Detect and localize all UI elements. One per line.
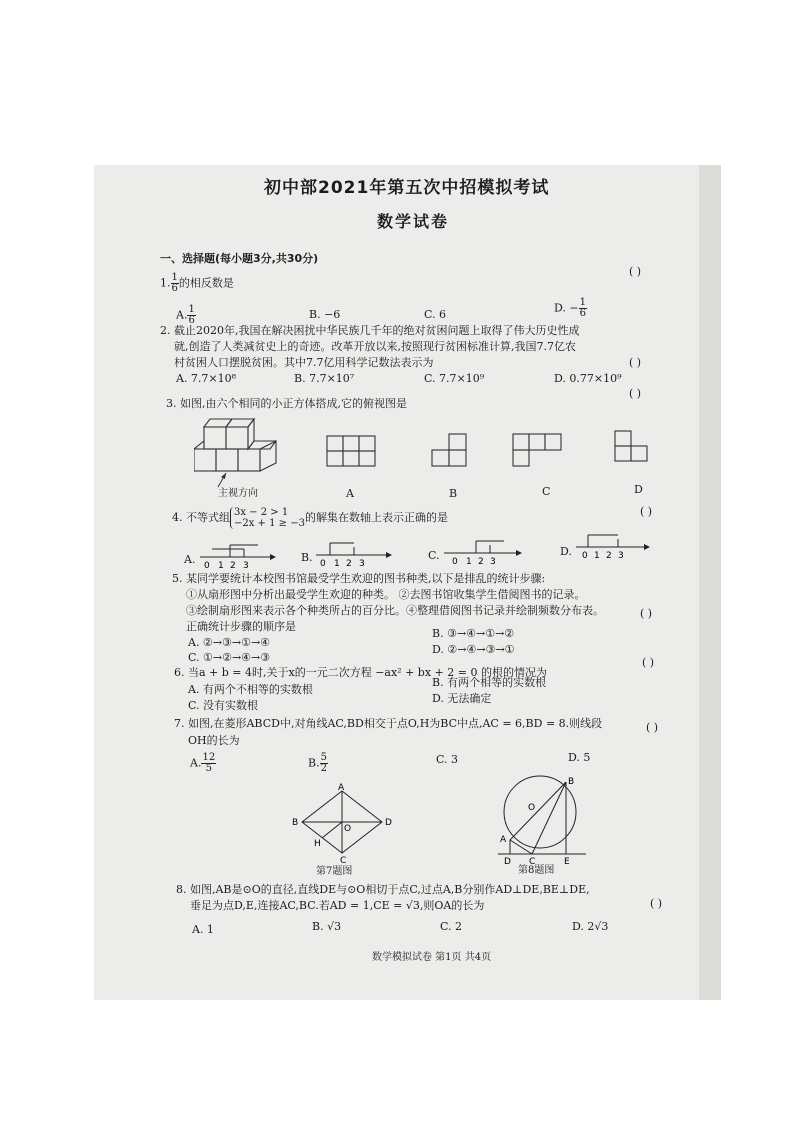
q8-option-d[interactable]: D. 2√3 [572,920,609,933]
q3-label-a: A [346,487,354,500]
q8-line-1: 8. 如图,AB是⊙O的直径,直线DE与⊙O相切于点C,过点A,B分别作AD⊥DE,BE⊥DE, [176,883,590,896]
q2-line-3: 村贫困人口摆脱贫困。其中7.7亿用科学记数法表示为 [174,356,434,369]
q4-tail: 的解集在数轴上表示正确的是 [304,511,448,524]
q7-answer-bracket: ( ) [646,721,659,734]
q5-line-4: 正确统计步骤的顺序是 [186,620,296,633]
q5-option-c[interactable]: C. ①→②→④→③ [188,651,271,664]
q8-option-a[interactable]: A. 1 [192,923,214,936]
q8-point-o: O [528,803,536,813]
q1-text: 的相反数是 [178,276,234,290]
q4b-tick-3: 3 [359,559,365,567]
q4-option-c-numberline[interactable] [442,535,524,565]
q7-point-a: A [338,783,345,793]
q8-point-a: A [500,835,507,845]
q7-a-label: A. [190,756,202,770]
q6-answer-bracket: ( ) [642,656,655,669]
q1-number: 1. [160,276,171,290]
q4-inequality-system [230,507,305,529]
q8-point-b: B [568,777,575,787]
q4-option-b-label: B. [301,551,313,564]
q4-option-d-numberline[interactable] [574,529,652,559]
q8-point-e: E [564,857,570,865]
q4-stem [172,507,448,529]
q7-a-den: 5 [205,763,212,774]
q1-d-label: D. − [554,301,579,315]
q7-rhombus-figure [290,783,395,865]
q4-option-b-numberline[interactable] [314,537,394,567]
q1-option-b[interactable]: B. −6 [309,308,341,321]
q4c-tick-0: 0 [452,557,458,565]
q5-answer-bracket: ( ) [640,607,653,620]
question-1-stem [160,273,234,294]
q1-a-den: 6 [188,315,195,326]
q2-answer-bracket: ( ) [629,356,642,369]
q6-option-b[interactable]: B. 有两个相等的实数根 [432,676,547,689]
q8-option-c[interactable]: C. 2 [440,920,463,933]
q4a-tick-2: 2 [230,561,236,569]
q7-line-1: 7. 如图,在菱形ABCD中,对角线AC,BD相交于点O,H为BC中点,AC = 6,BD = 8.则线段 [174,717,603,730]
q1-a-num: 1 [188,304,195,315]
q7-figure-caption: 第7题图 [316,866,353,877]
q4-option-c-label: C. [428,549,440,562]
q4-inequality-2: −2x + 1 ≥ −3 [234,518,305,529]
q4c-tick-3: 3 [490,557,496,565]
q4d-tick-2: 2 [606,551,612,559]
q8-answer-bracket: ( ) [650,897,663,910]
q8-point-d: D [504,857,511,865]
q7-b-frac [320,753,328,774]
q5-line-3: ③绘制扇形图来表示各个种类所占的百分比。④整理借阅图书记录并绘制频数分布表。 [186,604,604,617]
q1-frac-num: 1 [171,272,178,283]
q4d-tick-1: 1 [594,551,600,559]
exam-subject: 数学试卷 [377,212,450,231]
q1-option-d[interactable] [554,298,587,319]
q2-option-a[interactable]: A. 7.7×10⁸ [176,372,237,385]
q1-answer-bracket: ( ) [629,265,642,278]
q1-option-c[interactable]: C. 6 [424,308,447,321]
q4c-tick-2: 2 [478,557,484,565]
q1-a-frac [187,305,195,326]
q3-label-d: D [634,483,643,496]
exam-paper-photo [94,165,721,1000]
q4b-tick-2: 2 [346,559,352,567]
q5-line-1: 5. 某同学要统计本校图书馆最受学生欢迎的图书种类,以下是排乱的统计步骤: [172,572,546,585]
q1-a-label: A. [176,308,188,322]
q7-a-frac [201,753,216,774]
q7-point-d: D [385,818,392,828]
q7-line-2: OH的长为 [188,734,240,747]
q7-option-c[interactable]: C. 3 [436,753,459,766]
q3-option-b-figure[interactable] [431,433,469,483]
q2-line-2: 就,创造了人类减贫史上的奇迹。改革开放以来,按照现行贫困标准计算,我国7.7亿农 [174,340,576,353]
q1-option-a[interactable] [176,305,196,326]
q2-option-c[interactable]: C. 7.7×10⁹ [424,372,485,385]
q5-line-2: ①从扇形图中分析出最受学生欢迎的种类。 ②去图书馆收集学生借阅图书的记录。 [186,588,586,601]
q7-a-num: 12 [202,752,216,763]
q2-line-1: 2. 截止2020年,我国在解决困扰中华民族几千年的绝对贫困问题上取得了伟大历史性成 [160,324,580,337]
q8-option-b[interactable]: B. √3 [312,920,342,933]
q4-number: 4. 不等式组 [172,511,230,524]
q3-option-c-figure[interactable] [512,433,564,483]
q4b-tick-0: 0 [320,559,326,567]
q4-option-d-label: D. [560,545,572,558]
q4b-tick-1: 1 [334,559,340,567]
q6-stem: 6. 当a + b = 4时,关于x的一元二次方程 −ax² + bx + 2 = 0 的根的情况为 [174,666,547,679]
q8-point-c: C [529,857,536,865]
q4-answer-bracket: ( ) [640,505,653,518]
q6-option-d[interactable]: D. 无法确定 [432,692,492,705]
q1-d-frac [579,298,587,319]
q3-label-b: B [449,487,458,500]
q1-d-num: 1 [579,297,587,308]
q3-option-d-figure[interactable] [614,430,664,480]
q3-stem: 3. 如图,由六个相同的小正方体搭成,它的俯视图是 [166,397,407,410]
q8-circle-figure [496,770,588,865]
q7-option-b[interactable] [308,753,328,774]
section-heading: 一、选择题(每小题3分,共30分) [160,252,319,265]
exam-title: 初中部2021年第五次中招模拟考试 [264,178,550,198]
q6-option-a[interactable]: A. 有两个不相等的实数根 [188,683,313,696]
q5-option-d[interactable]: D. ②→④→③→① [432,643,515,656]
q4a-tick-3: 3 [243,561,249,569]
q2-option-b[interactable]: B. 7.7×10⁷ [294,372,355,385]
q3-front-view-label: 主视方向 [218,488,258,499]
q5-option-b[interactable]: B. ③→④→①→② [432,627,515,640]
q6-option-c[interactable]: C. 没有实数根 [188,699,259,712]
q4d-tick-3: 3 [618,551,624,559]
q8-line-2: 垂足为点D,E,连接AC,BC.若AD = 1,CE = √3,则OA的长为 [190,899,485,912]
q7-b-label: B. [308,756,320,770]
q2-option-d[interactable]: D. 0.77×10⁹ [554,372,622,385]
q3-answer-bracket: ( ) [629,387,642,400]
q7-option-a[interactable] [190,753,216,774]
q4c-tick-1: 1 [466,557,472,565]
q1-d-den: 6 [579,308,587,319]
q4a-tick-1: 1 [218,561,224,569]
q3-label-c: C [542,485,551,498]
q4-option-a-numberline[interactable] [198,539,278,569]
q8-figure-caption: 第8题图 [518,865,555,876]
page-footer: 数学模拟试卷 第1页 共4页 [372,952,492,963]
q4d-tick-0: 0 [582,551,588,559]
q7-b-num: 5 [320,752,327,763]
q4a-tick-0: 0 [204,561,210,569]
cube-stack [194,419,276,487]
q1-frac-den: 6 [171,283,178,294]
q1-fraction [171,273,179,294]
q7-point-o: O [344,824,352,834]
q5-option-a[interactable]: A. ②→③→①→④ [188,636,271,649]
q7-point-b: B [292,818,299,828]
q3-option-a-figure[interactable] [326,435,378,481]
q7-point-c: C [340,856,347,865]
q4-inequality-1: 3x − 2 > 1 [234,507,289,518]
q7-option-d[interactable]: D. 5 [568,751,591,764]
q7-b-den: 2 [320,763,327,774]
q4-option-a-label: A. [184,553,196,566]
q7-point-h: H [314,839,321,849]
